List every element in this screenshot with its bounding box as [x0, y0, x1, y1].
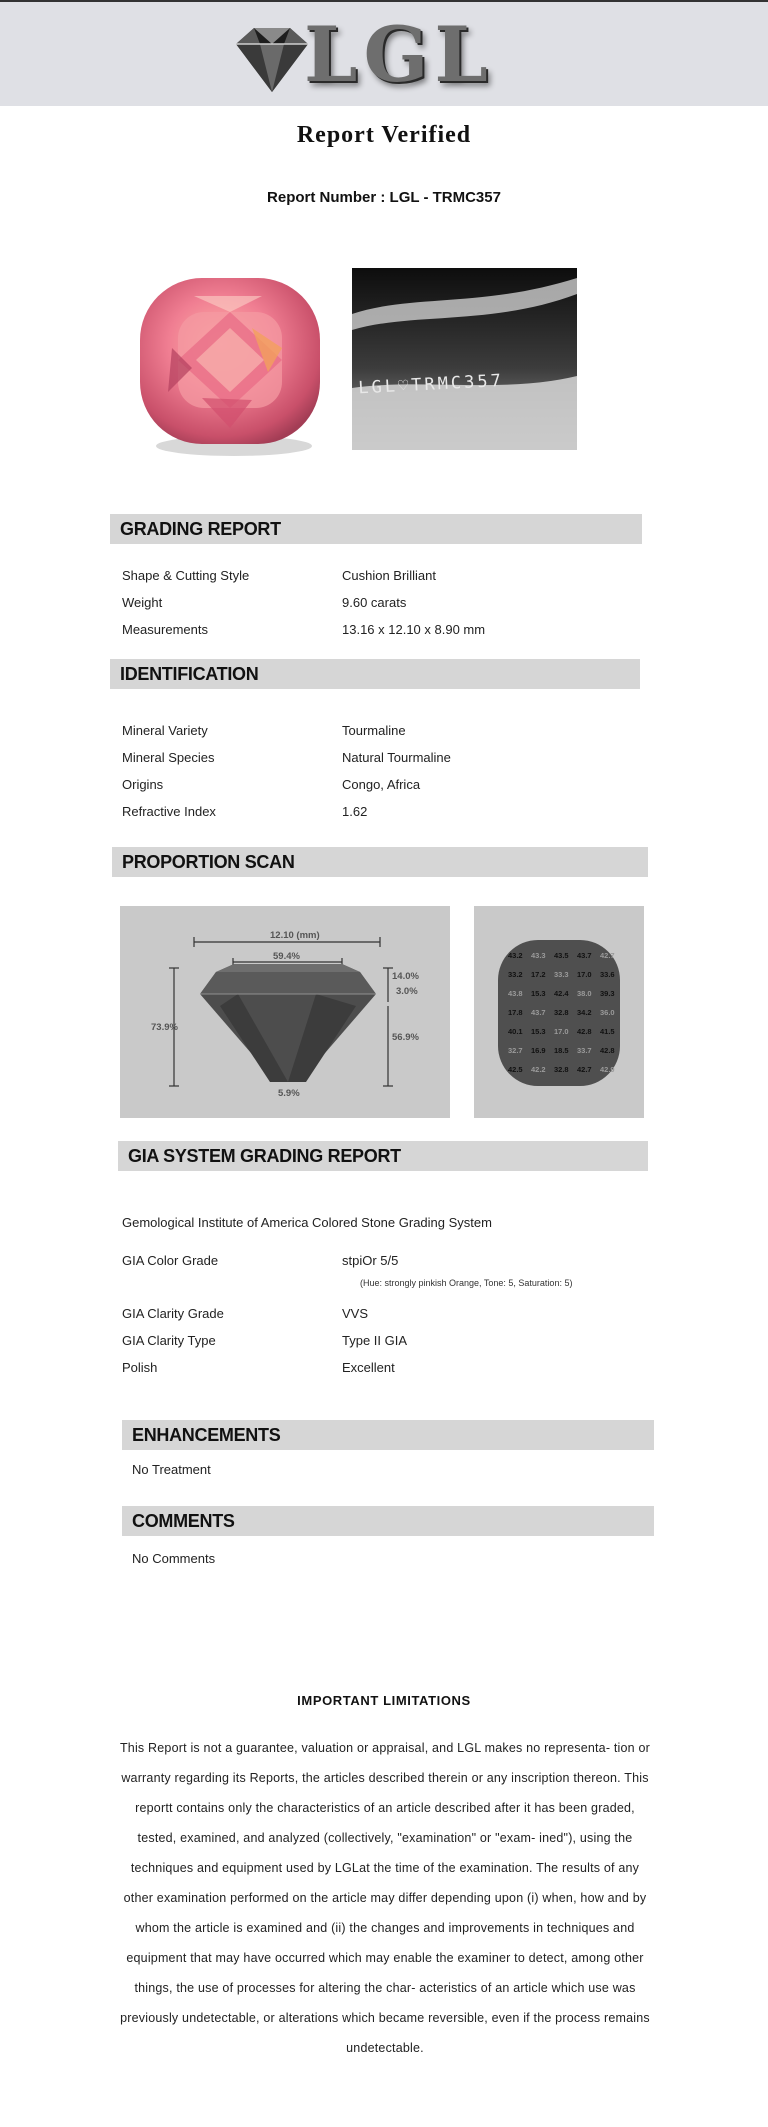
top-view-value: 43.8: [508, 989, 523, 998]
gia-color-grade-value: stpiOr 5/5: [342, 1253, 399, 1268]
top-view-value: 32.8: [554, 1008, 569, 1017]
top-view-value: 42.2: [531, 1065, 546, 1074]
culet-percent-label: 5.9%: [278, 1088, 300, 1099]
mineral-species-value: Natural Tourmaline: [342, 750, 451, 765]
top-view-value: 42.7: [600, 951, 615, 960]
gia-report-heading: GIA SYSTEM GRADING REPORT: [118, 1141, 648, 1171]
top-view-value: 42.4: [554, 989, 569, 998]
top-view-value: 17.0: [554, 1027, 569, 1036]
weight-value: 9.60 carats: [342, 595, 407, 610]
top-view-value: 43.3: [531, 951, 546, 960]
gia-color-grade-label: GIA Color Grade: [122, 1253, 219, 1268]
origins-value: Congo, Africa: [342, 777, 421, 792]
pavilion-percent-label: 56.9%: [392, 1032, 419, 1043]
top-view-value: 33.2: [508, 970, 523, 979]
top-view-value: 43.2: [508, 951, 523, 960]
gia-clarity-type-value: Type II GIA: [342, 1333, 408, 1348]
top-view-value: 33.6: [600, 970, 615, 979]
top-view-value: 17.8: [508, 1008, 523, 1017]
top-view-value: 15.3: [531, 1027, 546, 1036]
polish-label: Polish: [122, 1360, 158, 1375]
weight-label: Weight: [122, 595, 163, 610]
profile-scan-panel: [120, 906, 450, 1118]
logo-text: LGL: [304, 10, 494, 99]
comments-heading: COMMENTS: [122, 1506, 654, 1536]
top-view-value: 34.2: [577, 1008, 592, 1017]
comments-text: No Comments: [132, 1551, 216, 1566]
table-percent-label: 59.4%: [273, 951, 300, 962]
polish-value: Excellent: [342, 1360, 395, 1375]
measurements-label: Measurements: [122, 622, 208, 637]
refractive-index-value: 1.62: [342, 804, 368, 819]
top-view-value: 43.7: [577, 951, 592, 960]
top-view-value: 16.9: [531, 1046, 546, 1055]
refractive-index-label: Refractive Index: [122, 804, 216, 819]
identification-heading: IDENTIFICATION: [110, 659, 640, 689]
top-view-value: 33.3: [554, 970, 569, 979]
enhancements-text: No Treatment: [132, 1462, 211, 1477]
top-view-value: 18.5: [554, 1046, 569, 1055]
diamond-logo-icon: [232, 22, 312, 102]
gia-system-name: Gemological Institute of America Colored Stone Grading System: [122, 1215, 492, 1230]
top-view-value: 32.7: [508, 1046, 523, 1055]
top-view-value: 41.5: [600, 1027, 615, 1036]
gemstone-photo: [132, 268, 328, 464]
top-view-value: 42.5: [508, 1065, 523, 1074]
limitations-heading: IMPORTANT LIMITATIONS: [297, 1693, 471, 1708]
gia-clarity-type-label: GIA Clarity Type: [122, 1333, 216, 1348]
grading-report-heading: GRADING REPORT: [110, 514, 642, 544]
gia-color-note: (Hue: strongly pinkish Orange, Tone: 5, Saturation: 5): [360, 1278, 573, 1288]
top-view-value: 33.7: [577, 1046, 592, 1055]
inscription-photo: [352, 268, 577, 450]
top-view-value: 42.9: [600, 1065, 615, 1074]
mineral-variety-label: Mineral Variety: [122, 723, 208, 738]
measurements-value: 13.16 x 12.10 x 8.90 mm: [342, 622, 486, 637]
shape-value: Cushion Brilliant: [342, 568, 436, 583]
top-view-value: 43.5: [554, 951, 569, 960]
top-view-value: 43.7: [531, 1008, 546, 1017]
width-label: 12.10 (mm): [270, 930, 320, 941]
top-view-value: 15.3: [531, 989, 546, 998]
report-number: Report Number : LGL - TRMC357: [267, 189, 501, 206]
origins-label: Origins: [122, 777, 164, 792]
page-title: Report Verified: [296, 122, 472, 148]
header-band: [0, 0, 768, 106]
lgl-logo: [232, 10, 494, 99]
top-view-value: 36.0: [600, 1008, 615, 1017]
limitations-body: This Report is not a guarantee, valuation or appraisal, and LGL makes no representa- tion or warranty regarding its Reports, the articles described therein or any inscription thereon. This reportt contains only the characteristics of an article described after it has been graded, tested, examined, and analyzed (collectively, "examination" or "exam- ined"), using the techniques and equipment used by LGLat the time of the examination. The results of any other examination performed on the article may differ depending upon (i) when, how and by whom the article is examined and (ii) the changes and improvements in techniques and equipment that may have occurred which may enable the examiner to detect, among other things, the use of processes for altering the char- acteristics of an article which use was previously undetectable, or alterations which became reversible, even if the process remains undetectable.: [119, 1741, 651, 2055]
profile-diagram: [120, 906, 450, 1118]
crown-percent-label: 14.0%: [392, 971, 419, 982]
top-view-value: 42.7: [577, 1065, 592, 1074]
mineral-species-label: Mineral Species: [122, 750, 215, 765]
gia-clarity-grade-label: GIA Clarity Grade: [122, 1306, 224, 1321]
top-view-value: 42.8: [577, 1027, 592, 1036]
shape-label: Shape & Cutting Style: [122, 568, 250, 583]
enhancements-heading: ENHANCEMENTS: [122, 1420, 654, 1450]
proportion-scan-heading: PROPORTION SCAN: [112, 847, 648, 877]
top-view-value: 32.8: [554, 1065, 569, 1074]
top-view-value: 42.8: [600, 1046, 615, 1055]
top-view-value: 38.0: [577, 989, 592, 998]
top-view-diagram: [474, 906, 644, 1118]
inscription-text: LGL♡TRMC357: [357, 370, 505, 399]
gia-clarity-grade-value: VVS: [342, 1306, 369, 1321]
top-view-scan-panel: [474, 906, 644, 1118]
girdle-percent-label: 3.0%: [396, 986, 418, 997]
top-view-value: 39.3: [600, 989, 615, 998]
mineral-variety-value: Tourmaline: [342, 723, 406, 738]
total-depth-label: 73.9%: [151, 1022, 178, 1033]
top-view-value: 17.0: [577, 970, 592, 979]
top-view-value: 17.2: [531, 970, 546, 979]
top-view-value: 40.1: [508, 1027, 523, 1036]
